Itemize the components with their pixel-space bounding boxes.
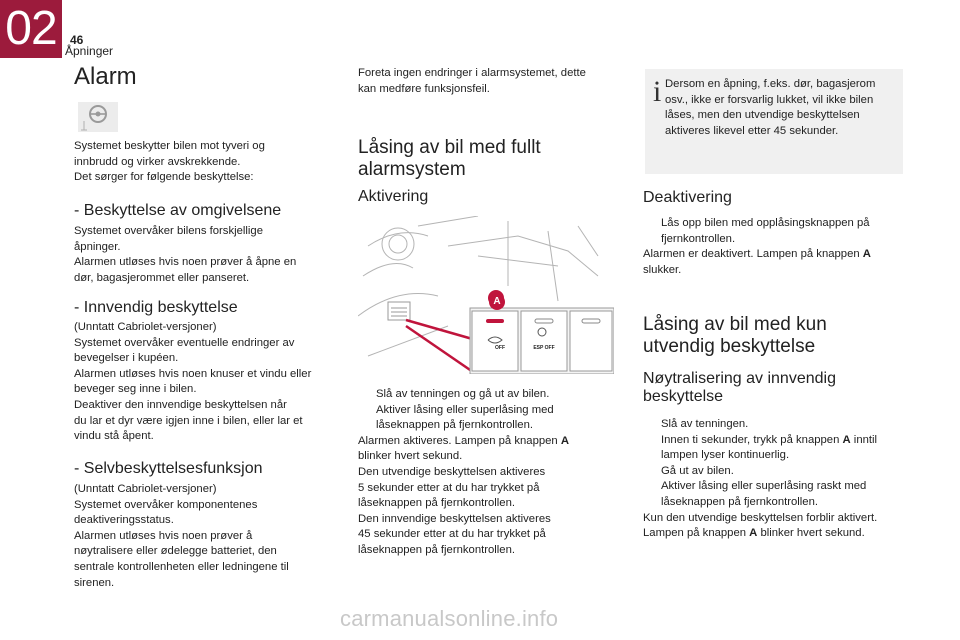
- chapter-badge: 02: [0, 0, 62, 58]
- list-item: Slå av tenningen.: [661, 418, 749, 430]
- page-number: 46: [70, 33, 84, 47]
- list-item: Gå ut av bilen.: [661, 464, 734, 477]
- neutralisation-steps: Slå av tenningen. Innen ti sekunder, trykk på knappen A inntil lampen lyser kontinuerlig. Gå ut av bilen. Aktiver låsing eller superlåsing raskt med låseknappen på fjernkontrollen. Kun den utvendige beskyttelsen forblir aktivert. Lampen på knappen A blinker hvert sekund.: [643, 417, 913, 542]
- activation-steps: Slå av tenningen og gå ut av bilen. Aktiver låsing eller superlåsing med låseknappen på fjernkontrollen. Alarmen aktiveres. Lampen på knappen A blinker hvert sekund. Den utvendige beskyttelsen aktiveres 5 sekunder etter at du har trykket på låseknappen på fjernkontrollen. Den innvendige beskyttelsen aktiveres 45 sekunder etter at du har trykket på låseknappen på fjernkontrollen.: [358, 387, 620, 559]
- page-title: Alarm: [74, 63, 137, 90]
- watermark: carmanualsonline.info: [340, 606, 559, 631]
- deactivation-heading: Deaktivering: [643, 189, 732, 206]
- section-heading-self-protection: - Selvbeskyttelsesfunksjon: [74, 460, 263, 477]
- section-heading-surroundings: - Beskyttelse av omgivelsene: [74, 202, 282, 219]
- list-item: Innen ti sekunder, trykk på knappen A inntil lampen lyser kontinuerlig.: [661, 433, 878, 462]
- off-button-label: OFF: [495, 345, 505, 351]
- warning-text: Foreta ingen endringer i alarmsystemet, dette kan medføre funksjonsfeil.: [358, 67, 586, 95]
- neutralisation-heading: Nøytralisering av innvendig beskyttelse: [643, 370, 836, 405]
- section-heading-interior: - Innvendig beskyttelse: [74, 299, 238, 316]
- list-item: Aktiver låsing eller superlåsing raskt med låseknappen på fjernkontrollen.: [661, 480, 867, 508]
- section-text-interior: (Unntatt Cabriolet-versjoner) Systemet overvåker eventuelle endringer av bevegelser i kupéen. Alarmen utløses hvis noen knuser et vindu eller beveger seg inne i bilen. Deaktiver den innvendige beskyttelsen når du lar et dyr være igjen inne i bilen, eller lar et vindu stå åpent.: [74, 321, 312, 443]
- deactivation-text: Lås opp bilen med opplåsingsknappen på fjernkontrollen. Alarmen er deaktivert. Lampen på knappen A slukker.: [643, 216, 905, 278]
- dashboard-button-illustration: [358, 216, 614, 374]
- exterior-only-heading: Låsing av bil med kun utvendig beskyttelse: [643, 314, 827, 357]
- section-label: Åpninger: [65, 44, 114, 58]
- info-box: [645, 69, 903, 174]
- section-text-self-protection: (Unntatt Cabriolet-versjoner) Systemet overvåker komponentenes deaktiveringsstatus. Alarmen utløses hvis noen prøver å nøytralisere eller ødelegge batteriet, den sentrale kontrollenheten eller ledningene til sirenen.: [74, 483, 289, 589]
- section-text-surroundings: Systemet overvåker bilens forskjellige åpninger. Alarmen utløses hvis noen prøver å åpne en dør, bagasjerommet eller panseret.: [74, 225, 297, 284]
- full-alarm-heading: Låsing av bil med fullt alarmsystem: [358, 137, 541, 180]
- info-icon: i: [653, 75, 662, 108]
- info-text: Dersom en åpning, f.eks. dør, bagasjerom osv., ikke er forsvarlig lukket, vil ikke bilen låses, men den utvendige beskyttelsen aktiveres likevel etter 45 sekunder.: [665, 78, 876, 137]
- esp-off-button-label: ESP OFF: [533, 345, 555, 351]
- steering-wheel-icon: [78, 102, 118, 132]
- activation-heading: Aktivering: [358, 188, 429, 205]
- list-item: Slå av tenningen og gå ut av bilen.: [376, 388, 550, 400]
- list-item: Aktiver låsing eller superlåsing med låseknappen på fjernkontrollen.: [376, 403, 554, 432]
- list-item: Lås opp bilen med opplåsingsknappen på fjernkontrollen.: [661, 217, 870, 245]
- callout-a: A: [489, 294, 505, 310]
- intro-text: Systemet beskytter bilen mot tyveri og innbrudd og virker avskrekkende. Det sørger for følgende beskyttelse:: [74, 140, 265, 184]
